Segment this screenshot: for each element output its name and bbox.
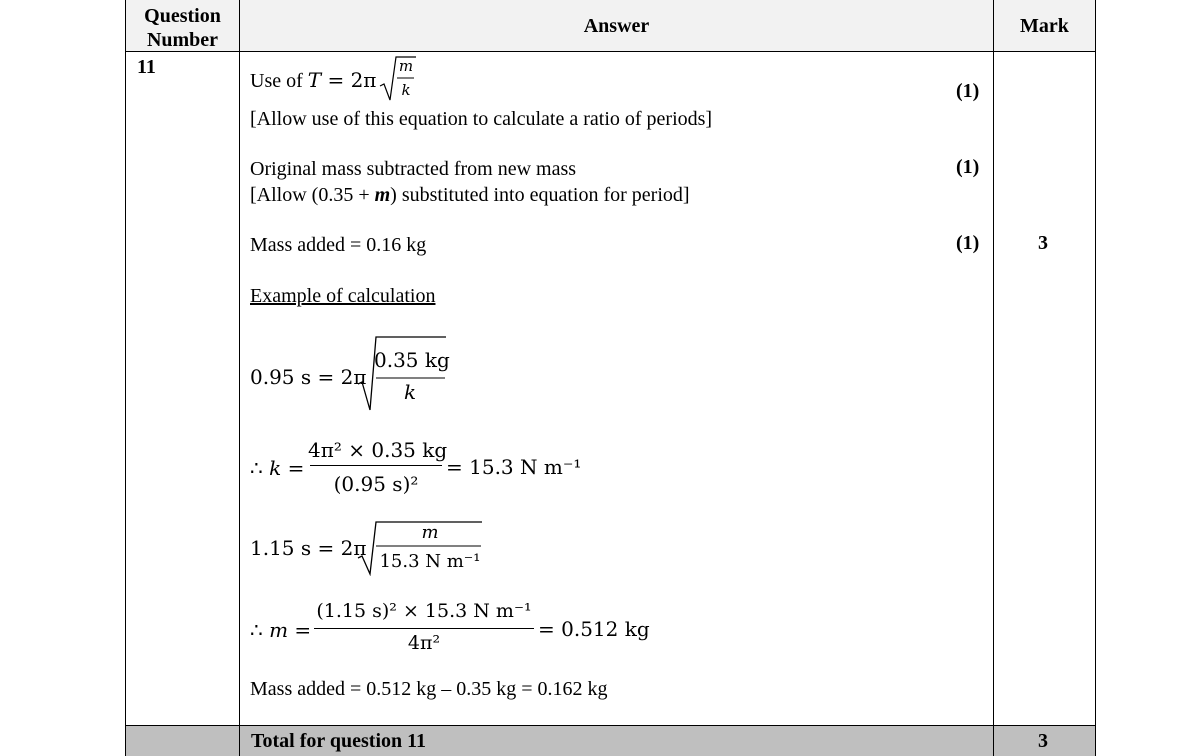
eq2-fraction-bar [310,465,442,466]
eq2-denominator: (0.95 s)² [333,472,419,496]
mark-2: (1) [956,156,980,178]
footer-divider [125,725,1096,726]
eq2-eq: = [281,456,305,480]
eq4-rhs: = 0.512 kg [538,617,650,641]
table-border-right [1095,0,1096,756]
table-border-col2 [993,0,994,756]
allow2-b: ) substituted into equation for period] [390,184,690,206]
eq4-eq: = [288,618,312,642]
header-divider [125,51,1096,52]
eq1-denominator: k [403,380,417,404]
allow2-m: m [374,184,391,206]
use-of-eq: = 2π [321,68,377,92]
use-of-T: T [307,68,322,92]
eq4-var: m [269,618,289,642]
final-mass-added: Mass added = 0.512 kg – 0.35 kg = 0.162 kg [250,678,608,700]
mark-3: (1) [956,232,980,254]
eq2-therefore: ∴ [250,456,270,480]
use-of-label: Use of [250,70,308,92]
table-border-col1 [239,0,240,756]
eq4-fraction-bar [314,628,534,629]
eq2-numerator: 4π² × 0.35 kg [308,438,448,462]
total-label: Total for question 11 [251,730,427,752]
eq3-denominator: 15.3 N m⁻¹ [379,551,481,572]
header-mark: Mark [1020,15,1069,37]
eq4-numerator: (1.15 s)² × 15.3 N m⁻¹ [316,600,532,622]
total-mark: 3 [1038,730,1048,752]
use-of-text [250,70,376,91]
sqrt-sign-2 [356,334,448,414]
eq4-denominator: 4π² [407,632,441,654]
eq3-numerator: m [421,522,439,543]
allow2-a: [Allow (0.35 + [250,184,375,206]
eq3-lhs: 1.15 s = 2π [250,536,367,560]
header-question-line2: Number [146,29,219,51]
eq1-numerator: 0.35 kg [374,348,450,372]
eq4-therefore: ∴ [250,618,270,642]
eq4-lhs [250,620,311,640]
header-question-number [126,4,239,52]
eq2-rhs: = 15.3 N m⁻¹ [446,455,582,479]
table-border-left [125,0,126,756]
question-number: 11 [137,56,156,78]
eq2-var: k [269,456,282,480]
mass-added-text: Mass added = 0.16 kg [250,234,427,256]
use-of-numerator: m [398,57,414,75]
eq2-lhs [250,458,304,478]
original-mass-text: Original mass subtracted from new mass [250,158,577,180]
header-answer: Answer [583,15,650,37]
allow-note-1: [Allow use of this equation to calculate a ratio of periods] [250,108,713,130]
header-question-line1: Question [144,5,221,27]
use-of-denominator: k [401,81,411,99]
mark-1: (1) [956,80,980,102]
total-mark-cell: 3 [1038,232,1048,254]
eq1-lhs: 0.95 s = 2π [250,365,367,389]
allow-note-2 [250,185,690,205]
example-heading: Example of calculation [250,285,436,307]
